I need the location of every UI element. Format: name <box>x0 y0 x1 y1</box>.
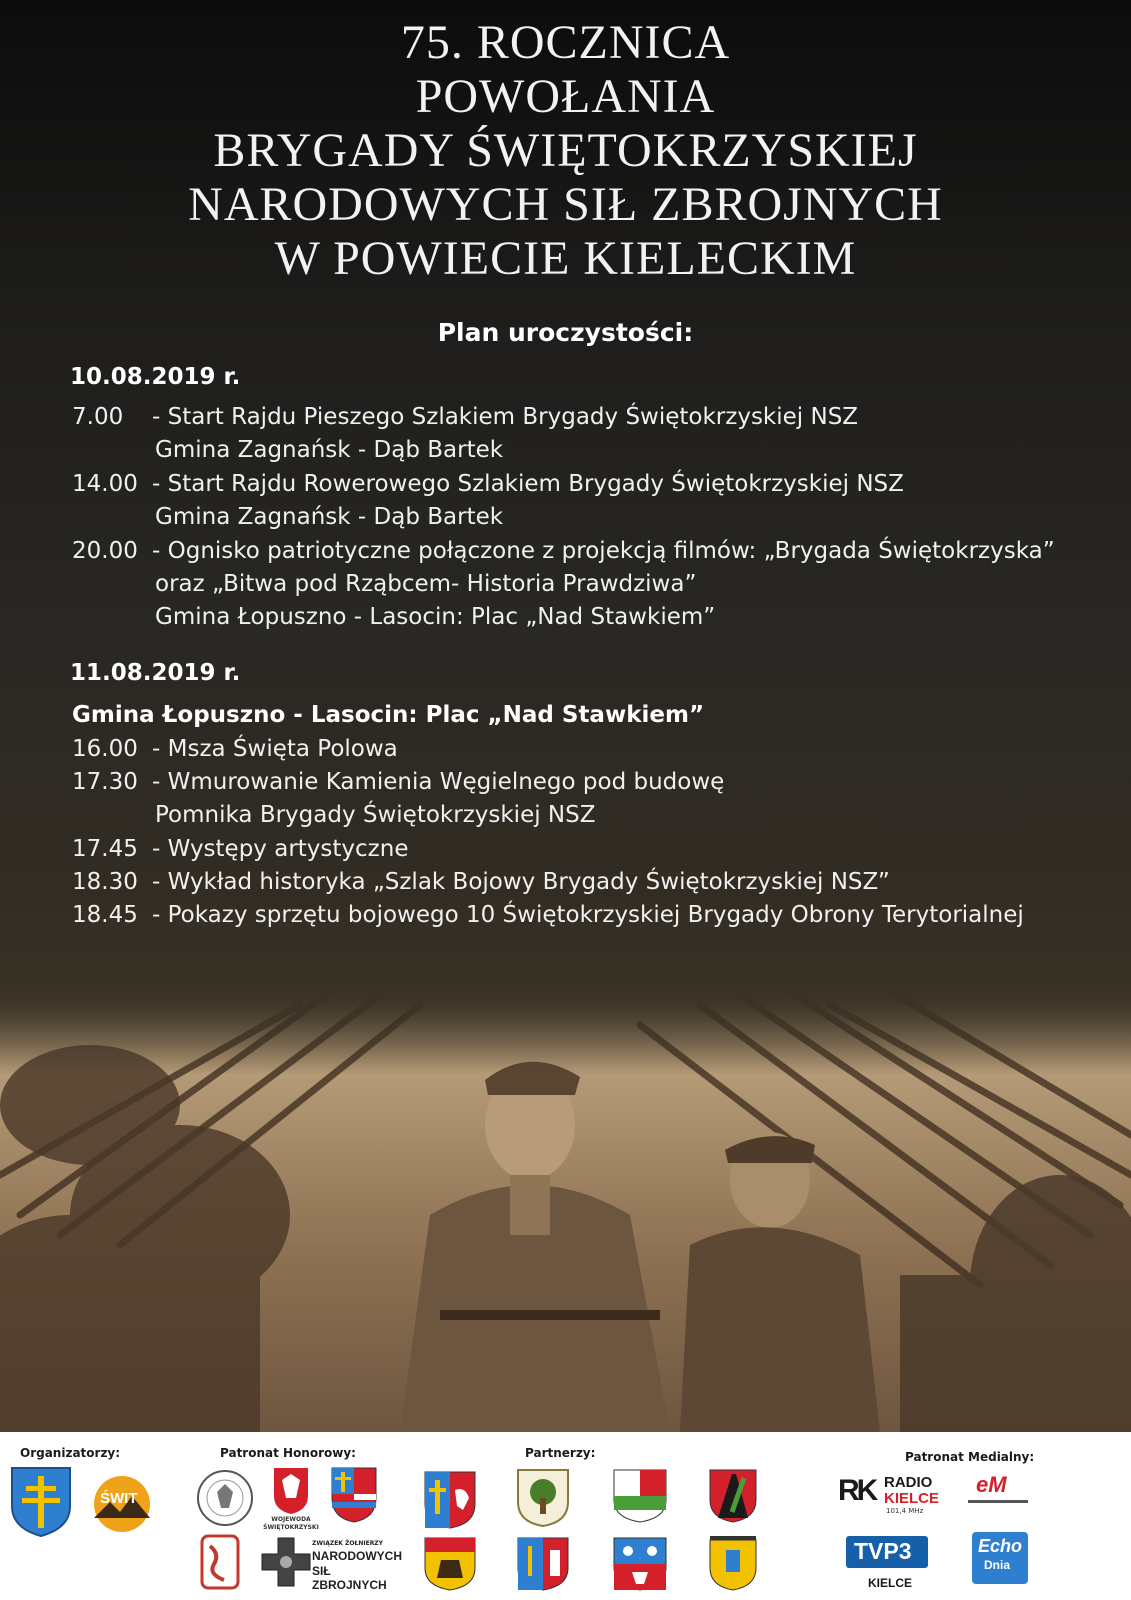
swit-association-logo <box>86 1474 158 1534</box>
partners-label: Partnerzy: <box>525 1446 596 1460</box>
title-line-2: POWOŁANIA <box>415 70 716 123</box>
gmina-tree-coat-of-arms-icon <box>516 1468 570 1528</box>
photo-fade <box>0 985 1131 1075</box>
media-label: Patronat Medialny: <box>905 1450 1035 1464</box>
plan-heading: Plan uroczystości: <box>437 318 694 347</box>
schedule-entry <box>72 900 1024 930</box>
swit-logo-text: ŚWIT <box>100 1490 138 1507</box>
echo-dnia-mark: Echo <box>978 1536 1023 1556</box>
title-line-5: W POWIECIE KIELECKIM <box>274 232 857 285</box>
em-radio-mark: eM <box>976 1472 1007 1497</box>
schedule-entry <box>72 867 890 897</box>
schedule-entry <box>72 767 724 797</box>
gmina-coat-of-arms-2-icon <box>423 1536 477 1592</box>
entry-location: Gmina Zagnańsk - Dąb Bartek <box>155 437 504 463</box>
radio-kielce-logo <box>838 1472 938 1516</box>
day2-venue: Gmina Łopuszno - Lasocin: Plac „Nad Stawkiem” <box>72 702 705 728</box>
entry-time: 20.00 <box>72 538 138 564</box>
gmina-coat-of-arms-6-icon <box>708 1468 758 1524</box>
powiat-kielecki-coat-of-arms-icon <box>10 1466 72 1538</box>
entry-text: - Ognisko patriotyczne połączone z projekcją filmów: „Brygada Świętokrzyska” <box>152 538 1055 564</box>
entry-text: - Pokazy sprzętu bojowego 10 Świętokrzyskiej Brygady Obrony Terytorialnej <box>152 902 1024 928</box>
entry-location: Gmina Łopuszno - Lasocin: Plac „Nad Stawkiem” <box>155 604 716 630</box>
entry-location: Gmina Zagnańsk - Dąb Bartek <box>155 504 504 530</box>
entry-text: - Msza Święta Polowa <box>152 736 398 762</box>
radio-kielce-frequency: 101,4 MHz <box>886 1507 924 1515</box>
em-radio-logo <box>968 1472 1028 1512</box>
radio-kielce-name: RADIO <box>884 1474 933 1491</box>
entry-time: 7.00 <box>72 404 124 430</box>
honorary-label: Patronat Honorowy: <box>220 1446 356 1460</box>
echo-dnia-logo <box>972 1532 1032 1588</box>
gmina-coat-of-arms-4-icon <box>612 1468 668 1524</box>
entry-text: - Wykład historyka „Szlak Bojowy Brygady Świętokrzyskiej NSZ” <box>152 869 890 895</box>
entry-text: - Start Rajdu Pieszego Szlakiem Brygady Świętokrzyskiej NSZ <box>152 404 859 430</box>
entry-text: - Występy artystyczne <box>152 836 409 862</box>
schedule-entry <box>72 469 904 499</box>
zwiazek-caption-line2: SIŁ ZBROJNYCH <box>312 1564 387 1592</box>
wojewoda-caption: WOJEWODA ŚWIĘTOKRZYSKI <box>263 1516 319 1531</box>
tvp3-city: KIELCE <box>868 1576 913 1590</box>
day1-date: 10.08.2019 r. <box>70 364 241 390</box>
gmina-coat-of-arms-3-icon <box>516 1536 570 1592</box>
entry-time: 14.00 <box>72 471 138 497</box>
day2-date: 11.08.2019 r. <box>70 660 241 686</box>
entry-text: - Start Rajdu Rowerowego Szlakiem Brygady Świętokrzyskiej NSZ <box>152 471 904 497</box>
entry-time: 18.45 <box>72 902 138 928</box>
swietokrzyskie-coat-of-arms-icon <box>330 1466 378 1524</box>
entry-extra: oraz „Bitwa pod Rząbcem- Historia Prawdziwa” <box>155 571 697 597</box>
tvp3-kielce-logo <box>846 1536 928 1596</box>
zwiazek-nsz-logo <box>258 1536 402 1592</box>
entry-text: - Wmurowanie Kamienia Węgielnego pod budowę <box>152 769 725 795</box>
zwiazek-caption-line1: NARODOWYCH <box>312 1549 402 1563</box>
zwiazek-caption-small: ZWIĄZEK ŻOŁNIERZY <box>312 1540 384 1547</box>
title-line-3: BRYGADY ŚWIĘTOKRZYSKIEJ <box>213 124 918 177</box>
entry-time: 17.30 <box>72 769 138 795</box>
title-line-1: 75. ROCZNICA <box>400 16 731 69</box>
regiment-emblem-icon <box>200 1534 240 1590</box>
polish-eagle-icon <box>260 1466 322 1516</box>
gmina-coat-of-arms-1-icon <box>423 1470 477 1530</box>
radio-kielce-city: KIELCE <box>884 1490 940 1507</box>
government-seal-icon <box>195 1468 255 1528</box>
title-line-4: NARODOWYCH SIŁ ZBROJNYCH <box>188 178 943 231</box>
sponsors-footer <box>0 1432 1131 1600</box>
gmina-coat-of-arms-5-icon <box>612 1536 668 1592</box>
em-radio-underline <box>968 1500 1028 1503</box>
entry-time: 16.00 <box>72 736 138 762</box>
organizers-label: Organizatorzy: <box>20 1446 121 1460</box>
schedule-entry <box>72 536 1055 566</box>
radio-kielce-mark: RK <box>838 1474 876 1507</box>
tvp3-mark: TVP3 <box>854 1538 912 1564</box>
schedule-entry <box>72 734 398 764</box>
echo-dnia-mark2: Dnia <box>984 1558 1011 1572</box>
entry-extra: Pomnika Brygady Świętokrzyskiej NSZ <box>155 802 596 828</box>
schedule-entry <box>72 402 858 432</box>
entry-time: 18.30 <box>72 869 138 895</box>
gmina-coat-of-arms-7-icon <box>708 1536 758 1592</box>
wojewoda-logo <box>260 1466 322 1536</box>
officer-figure <box>400 1062 670 1432</box>
entry-time: 17.45 <box>72 836 138 862</box>
cross-emblem-icon <box>258 1536 314 1588</box>
schedule-entry <box>72 834 408 864</box>
